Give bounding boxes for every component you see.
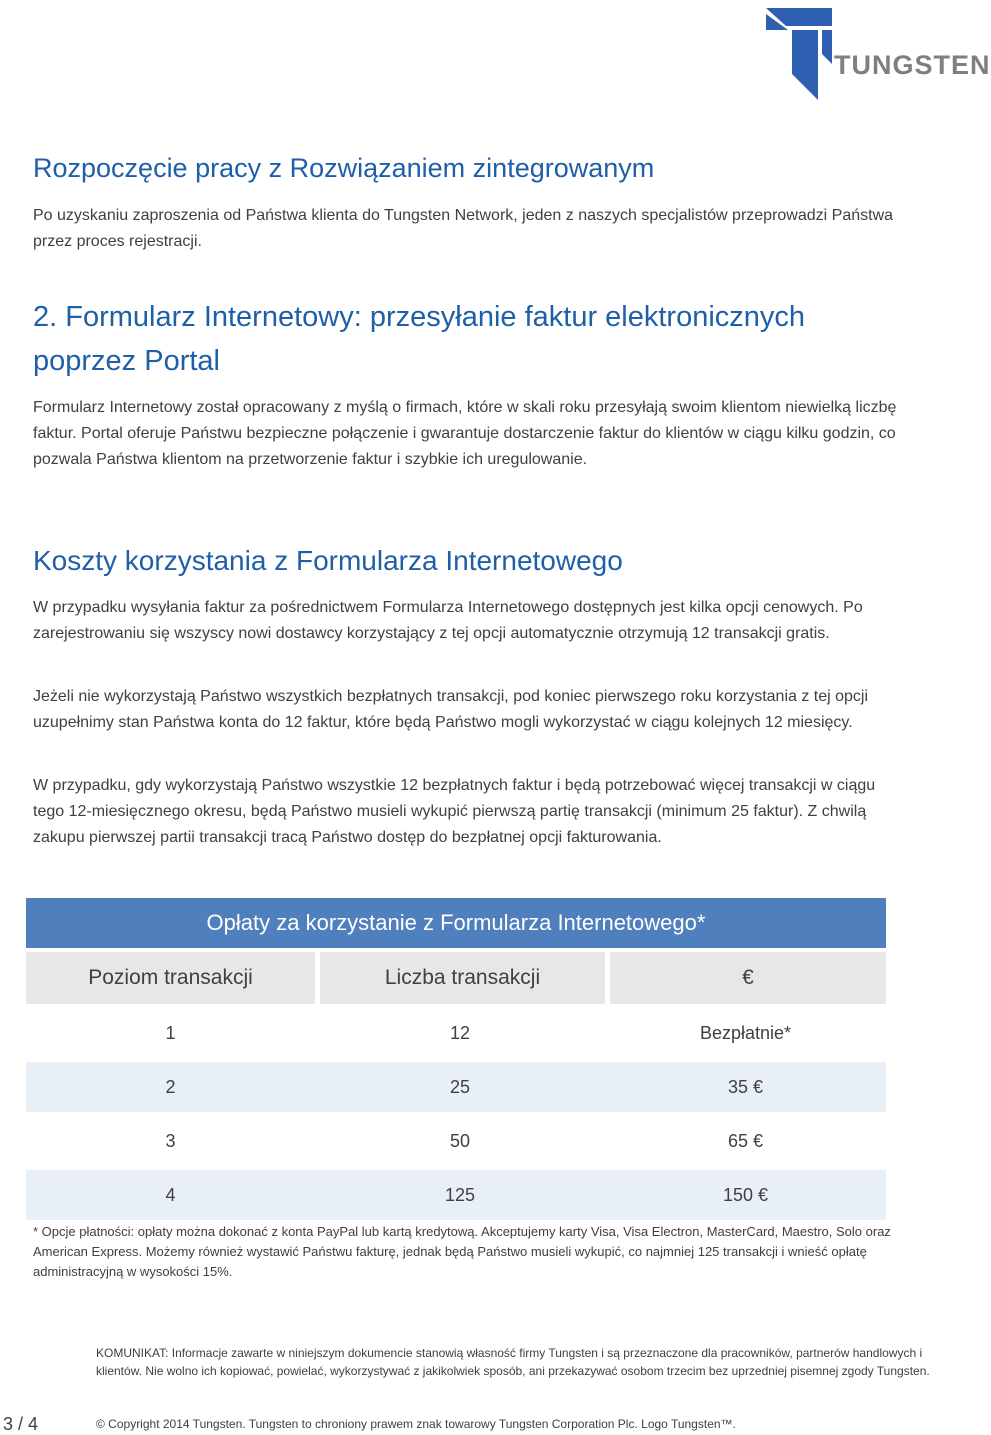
fees-table bbox=[26, 894, 886, 1224]
tungsten-logo-icon bbox=[762, 4, 834, 104]
section-heading-costs: Koszty korzystania z Formularza Internetowego bbox=[33, 545, 623, 576]
table-row bbox=[26, 1062, 886, 1112]
fees-table-title: Opłaty za korzystanie z Formularza Internetowego* bbox=[26, 898, 886, 948]
row-level: 1 bbox=[165, 1022, 176, 1043]
header-count: Liczba transakcji bbox=[315, 952, 605, 1004]
page-number: 3 / 4 bbox=[3, 1414, 39, 1434]
section-text-web-form: Formularz Internetowy został opracowany z myślą o firmach, które w skali roku przesyłają swoim klientom niewielką liczbę faktur. Portal oferuje Państwu bezpieczne połączenie i gwarantuje dostarczenie faktur do klientów w ciągu kilku godzin, co pozwala Państwa klientom na przetworzenie faktur i szybkie ich uregulowanie. bbox=[33, 399, 897, 468]
copyright-text: © Copyright 2014 Tungsten. Tungsten to chroniony prawem znak towarowy Tungsten Corporation Plc. Logo Tungsten™. bbox=[96, 1417, 736, 1431]
row-level: 2 bbox=[26, 1062, 315, 1112]
row-level: 3 bbox=[165, 1130, 176, 1151]
logo-text: TUNGSTEN bbox=[834, 50, 991, 80]
costs-paragraph-2: Jeżeli nie wykorzystają Państwo wszystkich bezpłatnych transakcji, pod koniec pierwszego roku korzystania z tej opcji uzupełnimy stan Państwa konta do 12 faktur, które będą Państwo mogli wykorzystać w ciągu kolejnych 12 miesięcy. bbox=[33, 688, 869, 731]
section-text-getting-started: Po uzyskaniu zaproszenia od Państwa klienta do Tungsten Network, jeden z naszych specjalistów przeprowadzi Państwa przez proces rejestracji. bbox=[33, 207, 894, 250]
tungsten-logo bbox=[762, 4, 991, 104]
row-price: 65 € bbox=[727, 1130, 764, 1151]
row-price: 150 € bbox=[605, 1170, 886, 1220]
table-row bbox=[26, 1008, 886, 1058]
header-price: € bbox=[605, 952, 886, 1004]
row-count: 125 bbox=[315, 1170, 605, 1220]
costs-paragraph-1: W przypadku wysyłania faktur za pośrednictwem Formularza Internetowego dostępnych jest kilka opcji cenowych. Po zarejestrowaniu się wszyscy nowi dostawcy korzystający z tej opcji automatycznie otrzymują 12 transakcji gratis. bbox=[33, 599, 863, 642]
row-level: 4 bbox=[26, 1170, 315, 1220]
row-count: 50 bbox=[449, 1130, 471, 1151]
fees-table-header-row bbox=[26, 952, 886, 1004]
row-count: 25 bbox=[315, 1062, 605, 1112]
fees-footnote: * Opcje płatności: opłaty można dokonać z konta PayPal lub kartą kredytową. Akceptujemy karty Visa, Visa Electron, MasterCard, Maestro, Solo oraz American Express. Możemy również wystawić Państwu fakturę, jednak będą Państwo musieli wykupić, co najmniej 125 transakcji i wnieść opłatę administracyjną w wysokości 15%. bbox=[33, 1224, 891, 1279]
costs-paragraph-3: W przypadku, gdy wykorzystają Państwo wszystkie 12 bezpłatnych faktur i będą potrzebować więcej transakcji w ciągu tego 12-miesięcznego okresu, będą Państwo musieli wykupić pierwszą partię transakcji (minimum 25 faktur). Z chwilą zakupu pierwszej partii transakcji tracą Państwo dostęp do bezpłatnej opcji fakturowania. bbox=[33, 777, 876, 846]
section-heading-web-form-line2: poprzez Portal bbox=[33, 345, 220, 377]
section-heading-getting-started: Rozpoczęcie pracy z Rozwiązaniem zintegrowanym bbox=[33, 153, 655, 183]
section-heading-web-form-line1: 2. Formularz Internetowy: przesyłanie faktur elektronicznych bbox=[33, 301, 806, 333]
confidentiality-notice: KOMUNIKAT: Informacje zawarte w niniejszym dokumencie stanowią własność firmy Tungsten i są przeznaczone dla pracowników, partnerów handlowych i klientów. Nie wolno ich kopiować, powielać, wykorzystywać z jakikolwiek sposób, ani przekazywać osobom trzecim bez uprzedniej pisemnej zgody Tungsten. bbox=[96, 1346, 930, 1378]
row-count: 12 bbox=[449, 1022, 471, 1043]
table-row bbox=[26, 1170, 886, 1220]
table-row bbox=[26, 1116, 886, 1166]
header-level: Poziom transakcji bbox=[26, 952, 315, 1004]
row-price: 35 € bbox=[605, 1062, 886, 1112]
row-price: Bezpłatnie* bbox=[699, 1022, 792, 1043]
